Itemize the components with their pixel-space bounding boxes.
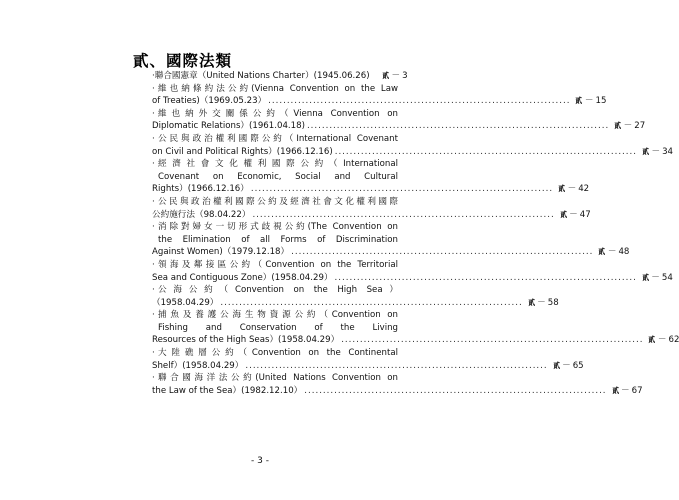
toc-entry-last-line xyxy=(152,385,643,398)
toc-entry-line xyxy=(152,259,398,272)
toc-entry[interactable] xyxy=(152,83,607,108)
toc-entry[interactable] xyxy=(152,158,590,196)
page-reference[interactable] xyxy=(639,272,673,285)
toc-entry-line xyxy=(152,133,398,146)
page-reference[interactable] xyxy=(557,209,591,222)
toc-entry-line xyxy=(152,309,398,322)
dot-leader: ................................................................................. xyxy=(268,96,571,107)
page-reference[interactable] xyxy=(611,120,645,133)
toc-entry-line xyxy=(152,284,398,297)
toc-entry[interactable] xyxy=(152,284,559,309)
bullet-marker: ‧ xyxy=(152,310,155,321)
page-separator: － xyxy=(537,297,546,308)
toc-entry-last-line xyxy=(152,70,408,83)
page-prefix: 貳 xyxy=(560,209,567,219)
toc-entry-line xyxy=(152,108,398,121)
table-of-contents xyxy=(152,70,679,397)
page-separator: － xyxy=(567,184,577,195)
toc-entry-last-line xyxy=(152,146,673,159)
toc-entry-title: Diplomatic Relations）(1961.04.18) xyxy=(152,121,305,132)
page-prefix: 貳 xyxy=(598,247,606,257)
bullet-marker: ‧ xyxy=(152,285,155,296)
toc-entry-title: 維也納外交關係公約（Vienna Convention on xyxy=(158,108,398,119)
toc-entry-line xyxy=(152,347,398,360)
toc-entry-title: 公約施行法（98.04.22） xyxy=(152,209,251,220)
toc-entry-title: the Law of the Sea）(1982.12.10） xyxy=(152,385,303,396)
page-reference[interactable] xyxy=(645,334,679,347)
page-separator: － xyxy=(657,335,667,346)
toc-entry-title: on Civil and Political Rights）(1966.12.16) xyxy=(152,146,333,157)
page-prefix: 貳 xyxy=(382,71,390,80)
page-number: 48 xyxy=(618,247,630,258)
page-reference[interactable] xyxy=(572,95,606,108)
toc-entry-last-line xyxy=(152,120,646,133)
page-number: 62 xyxy=(668,335,679,346)
bullet-marker: ‧ xyxy=(152,373,155,384)
page-number: 3 xyxy=(402,71,408,81)
toc-entry-last-line xyxy=(152,183,590,196)
page-reference[interactable] xyxy=(595,246,629,259)
toc-entry-line xyxy=(152,322,398,335)
toc-entry[interactable] xyxy=(152,372,643,397)
page-number: 58 xyxy=(547,297,559,308)
page-separator: － xyxy=(621,385,630,396)
toc-entry[interactable] xyxy=(152,196,591,221)
bullet-marker: ‧ xyxy=(152,222,155,233)
page-number-footer: - 3 - xyxy=(251,456,269,466)
toc-entry-line xyxy=(152,234,398,247)
toc-entry-title: 經濟社會文化權利國際公約（International xyxy=(158,159,398,170)
bullet-marker: ‧ xyxy=(152,83,155,94)
bullet-marker: ‧ xyxy=(152,71,155,81)
page-prefix: 貳 xyxy=(528,297,535,307)
toc-entry-last-line xyxy=(152,95,607,108)
toc-entry-title: Sea and Contiguous Zone）(1958.04.29） xyxy=(152,272,333,283)
dot-leader: ................................................................................. xyxy=(334,146,637,157)
page-separator: － xyxy=(623,121,633,132)
page-prefix: 貳 xyxy=(648,335,656,345)
dot-leader: ................................................................................. xyxy=(334,272,637,283)
toc-entry[interactable] xyxy=(152,347,584,372)
toc-entry-title: 公民與政治權利國際公約（International Covenant xyxy=(158,133,398,144)
toc-entry[interactable] xyxy=(152,221,630,259)
bullet-marker: ‧ xyxy=(152,259,155,270)
toc-entry-title: 聯合國海洋法公約(United Nations Convention on xyxy=(158,373,398,384)
page-number: 42 xyxy=(578,184,590,195)
page-reference[interactable] xyxy=(374,70,408,83)
page-separator: － xyxy=(607,247,617,258)
page-number: 34 xyxy=(662,146,673,157)
dot-leader: ................................................................................. xyxy=(252,209,555,220)
toc-entry-title: Fishing and Conservation of the Living xyxy=(158,322,398,333)
dot-leader: ................................................................................. xyxy=(291,247,594,258)
page-separator: － xyxy=(584,96,594,107)
page-reference[interactable] xyxy=(609,385,643,398)
toc-entry-line xyxy=(152,158,398,171)
page-prefix: 貳 xyxy=(614,121,622,131)
page-prefix: 貳 xyxy=(552,360,560,370)
page-number: 27 xyxy=(634,121,646,132)
toc-entry-line xyxy=(152,83,398,96)
dot-leader: ................................................................................. xyxy=(341,335,644,346)
toc-entry-last-line xyxy=(152,246,630,259)
toc-entry-title: the Elimination of all Forms of Discrimination xyxy=(158,234,398,245)
page-reference[interactable] xyxy=(639,146,673,159)
page-prefix: 貳 xyxy=(611,385,619,395)
toc-entry-title: 維也納條約法公約(Vienna Convention on the Law xyxy=(158,83,398,94)
toc-entry-last-line xyxy=(152,297,559,310)
page-separator: － xyxy=(391,71,401,81)
toc-entry-last-line xyxy=(152,272,673,285)
page-number: 65 xyxy=(572,360,584,371)
page-separator: － xyxy=(651,146,661,157)
toc-entry-line xyxy=(152,196,398,209)
page-prefix: 貳 xyxy=(558,184,566,194)
toc-entry-title: Resources of the High Seas）(1958.04.29） xyxy=(152,335,340,346)
toc-entry-title: Rights）(1966.12.16） xyxy=(152,184,249,195)
page-separator: － xyxy=(569,209,578,220)
toc-entry-title: 捕魚及養護公海生物資源公約（Convention on xyxy=(158,310,398,321)
toc-entry-title: of Treaties)（1969.05.23） xyxy=(152,96,267,107)
toc-entry-title: 領海及鄰接區公約（Convention on the Territorial xyxy=(158,259,398,270)
page-number: 47 xyxy=(579,209,591,220)
toc-entry-title: 聯合國憲章（United Nations Charter）(1945.06.26) xyxy=(154,71,370,81)
page-reference[interactable] xyxy=(550,360,584,373)
page-number: 54 xyxy=(661,272,673,283)
toc-entry-title: 消除對婦女一切形式歧視公約(The Convention on xyxy=(158,222,398,233)
page-prefix: 貳 xyxy=(642,272,649,282)
page-reference[interactable] xyxy=(555,183,589,196)
page-separator: － xyxy=(651,272,660,283)
toc-entry-title: Shelf）(1958.04.29） xyxy=(152,360,244,371)
toc-entry-line xyxy=(152,372,398,385)
page-separator: － xyxy=(562,360,571,371)
toc-entry-line xyxy=(152,221,398,234)
page-prefix: 貳 xyxy=(575,96,583,106)
bullet-marker: ‧ xyxy=(152,159,155,170)
toc-entry-title: 公海公約（Convention on the High Sea） xyxy=(158,285,398,296)
bullet-marker: ‧ xyxy=(152,348,155,359)
page-number: 15 xyxy=(595,96,607,107)
toc-entry-title: （1958.04.29） xyxy=(152,297,219,308)
toc-entry-line xyxy=(152,171,398,184)
toc-entry-title: Covenant on Economic, Social and Cultural xyxy=(158,171,398,182)
dot-leader: ................................................................................. xyxy=(220,297,523,308)
bullet-marker: ‧ xyxy=(152,196,155,207)
toc-entry[interactable] xyxy=(152,309,679,347)
toc-entry-title: Against Women)（1979.12.18） xyxy=(152,247,290,258)
toc-entry-last-line xyxy=(152,334,679,347)
dot-leader: ................................................................................. xyxy=(250,184,554,195)
toc-entry-title: 公民與政治權利國際公約及經濟社會文化權利國際 xyxy=(158,196,398,207)
toc-entry[interactable] xyxy=(152,70,408,83)
dot-leader: ................................................................................. xyxy=(245,360,548,371)
bullet-marker: ‧ xyxy=(152,108,155,119)
page-number: 67 xyxy=(631,385,643,396)
bullet-marker: ‧ xyxy=(152,133,155,144)
dot-leader: ................................................................................. xyxy=(304,385,607,396)
dot-leader: ................................................................................. xyxy=(306,121,610,132)
toc-entry[interactable] xyxy=(152,108,646,133)
toc-entry[interactable] xyxy=(152,133,673,158)
toc-entry-last-line xyxy=(152,360,584,373)
toc-entry[interactable] xyxy=(152,259,673,284)
page-reference[interactable] xyxy=(525,297,559,310)
toc-entry-title: 大陸礁層公約（Convention on the Continental xyxy=(158,348,398,359)
toc-entry-last-line xyxy=(152,209,591,222)
section-heading: 貳、國際法類 xyxy=(133,52,233,70)
page-prefix: 貳 xyxy=(642,146,650,156)
